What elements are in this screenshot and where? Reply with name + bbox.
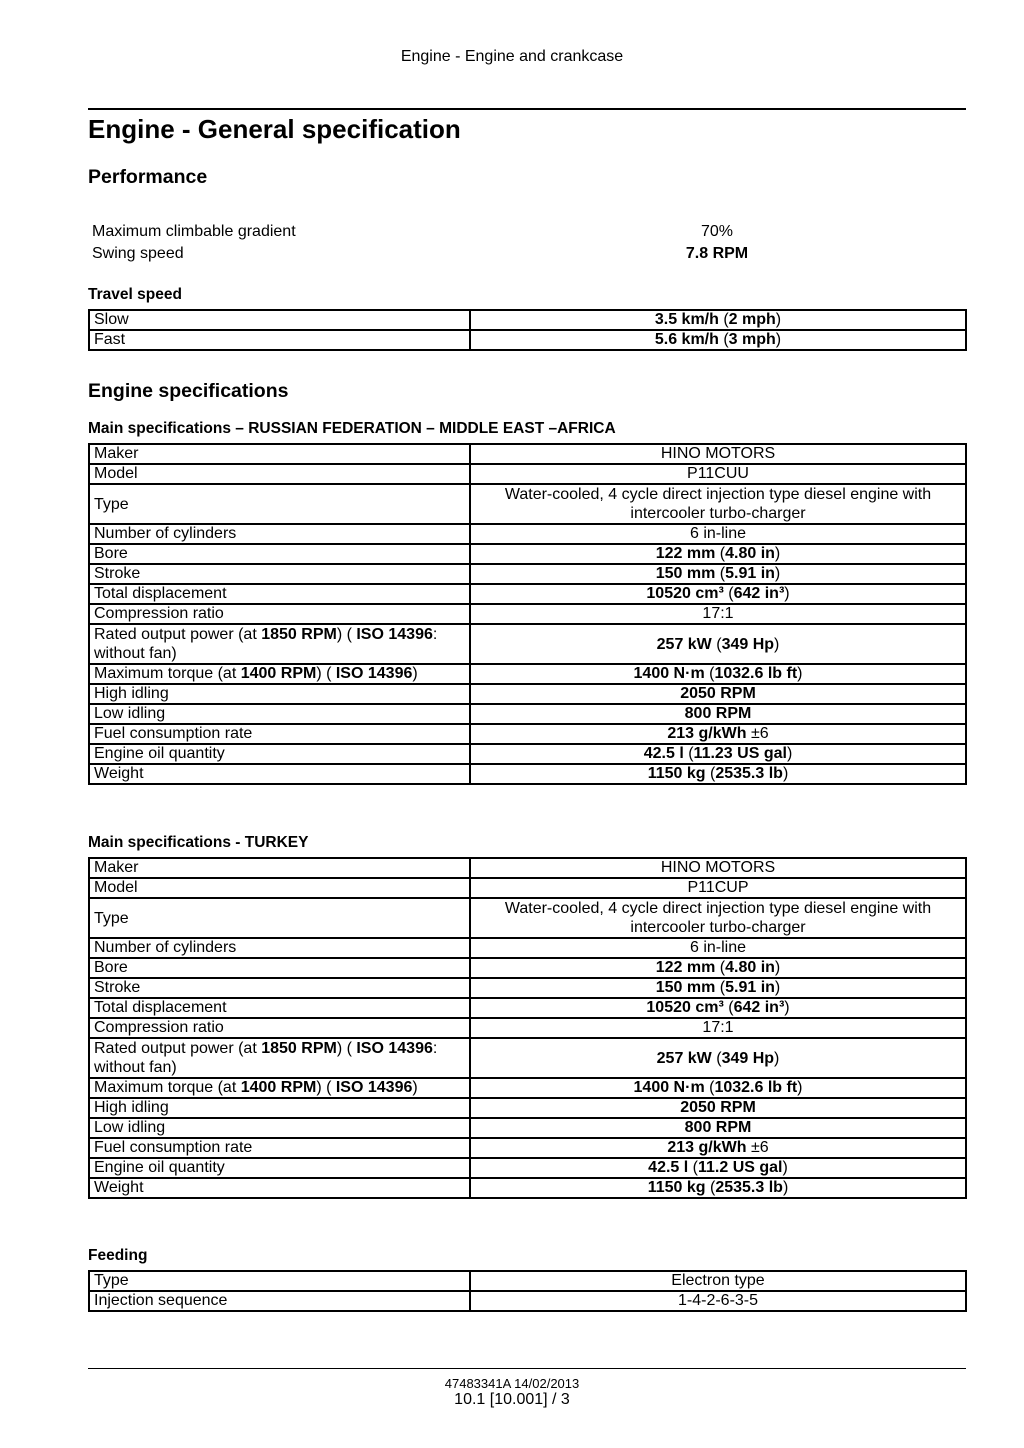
table-row — [89, 684, 966, 704]
row-label: Total displacement — [89, 998, 470, 1018]
row-label: Bore — [89, 958, 470, 978]
feeding-heading: Feeding — [88, 1247, 148, 1264]
row-value: HINO MOTORS — [470, 858, 966, 878]
row-label: High idling — [89, 1098, 470, 1118]
table-row — [89, 878, 966, 898]
table-row — [89, 898, 966, 938]
row-label: Engine oil quantity — [89, 1158, 470, 1178]
row-label: Model — [89, 464, 470, 484]
table-row — [89, 524, 966, 544]
table-row — [89, 858, 966, 878]
row-value: 1150 kg (2535.3 lb) — [470, 1178, 966, 1198]
running-header: Engine - Engine and crankcase — [400, 48, 624, 65]
rmea-specifications-table — [88, 443, 967, 785]
table-row — [89, 1271, 966, 1291]
row-value: 1400 N·m (1032.6 lb ft) — [470, 664, 966, 684]
row-label: Rated output power (at 1850 RPM) ( ISO 14396: without fan) — [89, 1038, 470, 1078]
row-value: 2050 RPM — [470, 684, 966, 704]
table-row — [89, 1018, 966, 1038]
row-value: 150 mm (5.91 in) — [470, 978, 966, 998]
row-label: Type — [89, 898, 470, 938]
row-label: Low idling — [89, 704, 470, 724]
row-label: Slow — [89, 310, 470, 330]
performance-row — [92, 243, 966, 265]
table-row — [89, 724, 966, 744]
header-rule — [88, 108, 966, 110]
row-value: 17:1 — [470, 1018, 966, 1038]
row-value: P11CUP — [470, 878, 966, 898]
document-code: 47483341A 14/02/2013 — [444, 1376, 580, 1391]
row-value: 213 g/kWh ±6 — [470, 1138, 966, 1158]
row-value: 6 in-line — [470, 524, 966, 544]
row-value: HINO MOTORS — [470, 444, 966, 464]
row-label: Number of cylinders — [89, 524, 470, 544]
table-row — [89, 484, 966, 524]
table-row — [89, 584, 966, 604]
row-value: Water-cooled, 4 cycle direct injection type diesel engine with intercooler turbo-charger — [470, 898, 966, 938]
row-label: Maximum torque (at 1400 RPM) ( ISO 14396) — [89, 664, 470, 684]
row-value: Water-cooled, 4 cycle direct injection type diesel engine with intercooler turbo-charger — [470, 484, 966, 524]
row-value: 3.5 km/h (2 mph) — [470, 310, 966, 330]
row-label: Maker — [89, 444, 470, 464]
table-row — [89, 938, 966, 958]
row-value: 1150 kg (2535.3 lb) — [470, 764, 966, 784]
row-value: 800 RPM — [470, 1118, 966, 1138]
row-label: Fast — [89, 330, 470, 350]
row-value: Electron type — [470, 1271, 966, 1291]
row-label: High idling — [89, 684, 470, 704]
row-label: Type — [89, 484, 470, 524]
table-row — [89, 1038, 966, 1078]
performance-label: Maximum climbable gradient — [92, 223, 296, 240]
table-row — [89, 1291, 966, 1311]
row-value: 150 mm (5.91 in) — [470, 564, 966, 584]
performance-row — [92, 221, 966, 243]
table-row — [89, 704, 966, 724]
row-value: 6 in-line — [470, 938, 966, 958]
table-row — [89, 744, 966, 764]
row-value: 257 kW (349 Hp) — [470, 1038, 966, 1078]
table-row — [89, 444, 966, 464]
feeding-table — [88, 1270, 967, 1312]
row-value: P11CUU — [470, 464, 966, 484]
row-label: Model — [89, 878, 470, 898]
table-row — [89, 464, 966, 484]
table-row — [89, 1098, 966, 1118]
table-row — [89, 330, 966, 350]
table-row — [89, 604, 966, 624]
table-row — [89, 1178, 966, 1198]
row-label: Total displacement — [89, 584, 470, 604]
row-value: 2050 RPM — [470, 1098, 966, 1118]
row-value: 10520 cm³ (642 in³) — [470, 998, 966, 1018]
table-row — [89, 310, 966, 330]
row-label: Injection sequence — [89, 1291, 470, 1311]
table-row — [89, 1078, 966, 1098]
row-label: Weight — [89, 1178, 470, 1198]
row-label: Stroke — [89, 564, 470, 584]
row-value: 122 mm (4.80 in) — [470, 544, 966, 564]
row-label: Fuel consumption rate — [89, 1138, 470, 1158]
turkey-specifications-heading: Main specifications - TURKEY — [88, 834, 309, 851]
row-value: 5.6 km/h (3 mph) — [470, 330, 966, 350]
table-row — [89, 664, 966, 684]
row-value: 42.5 l (11.2 US gal) — [470, 1158, 966, 1178]
turkey-specifications-table — [88, 857, 967, 1199]
performance-label: Swing speed — [92, 245, 184, 262]
travel-speed-heading: Travel speed — [88, 286, 182, 303]
performance-value: 7.8 RPM — [685, 245, 749, 262]
footer-rule — [88, 1368, 966, 1369]
table-row — [89, 978, 966, 998]
row-value: 42.5 l (11.23 US gal) — [470, 744, 966, 764]
page-reference: 10.1 [10.001] / 3 — [454, 1391, 570, 1408]
row-label: Weight — [89, 764, 470, 784]
row-value: 257 kW (349 Hp) — [470, 624, 966, 664]
performance-list — [92, 221, 966, 265]
row-label: Compression ratio — [89, 1018, 470, 1038]
rmea-specifications-heading: Main specifications – RUSSIAN FEDERATION – MIDDLE EAST –AFRICA — [88, 420, 616, 437]
table-row — [89, 998, 966, 1018]
table-row — [89, 624, 966, 664]
performance-value: 70% — [700, 223, 734, 240]
row-label: Engine oil quantity — [89, 744, 470, 764]
row-label: Stroke — [89, 978, 470, 998]
row-value: 1-4-2-6-3-5 — [470, 1291, 966, 1311]
row-value: 213 g/kWh ±6 — [470, 724, 966, 744]
table-row — [89, 564, 966, 584]
table-row — [89, 544, 966, 564]
row-label: Fuel consumption rate — [89, 724, 470, 744]
row-label: Maker — [89, 858, 470, 878]
row-value: 122 mm (4.80 in) — [470, 958, 966, 978]
page-title: Engine - General specification — [88, 114, 461, 144]
performance-heading: Performance — [88, 166, 208, 188]
table-row — [89, 958, 966, 978]
table-row — [89, 764, 966, 784]
table-row — [89, 1118, 966, 1138]
row-value: 10520 cm³ (642 in³) — [470, 584, 966, 604]
table-row — [89, 1158, 966, 1178]
row-label: Maximum torque (at 1400 RPM) ( ISO 14396) — [89, 1078, 470, 1098]
row-label: Type — [89, 1271, 470, 1291]
row-value: 800 RPM — [470, 704, 966, 724]
row-label: Compression ratio — [89, 604, 470, 624]
row-label: Bore — [89, 544, 470, 564]
row-label: Low idling — [89, 1118, 470, 1138]
travel-speed-table — [88, 309, 967, 351]
row-value: 1400 N·m (1032.6 lb ft) — [470, 1078, 966, 1098]
engine-specifications-heading: Engine specifications — [88, 380, 289, 402]
table-row — [89, 1138, 966, 1158]
row-label: Number of cylinders — [89, 938, 470, 958]
row-value: 17:1 — [470, 604, 966, 624]
row-label: Rated output power (at 1850 RPM) ( ISO 14396: without fan) — [89, 624, 470, 664]
